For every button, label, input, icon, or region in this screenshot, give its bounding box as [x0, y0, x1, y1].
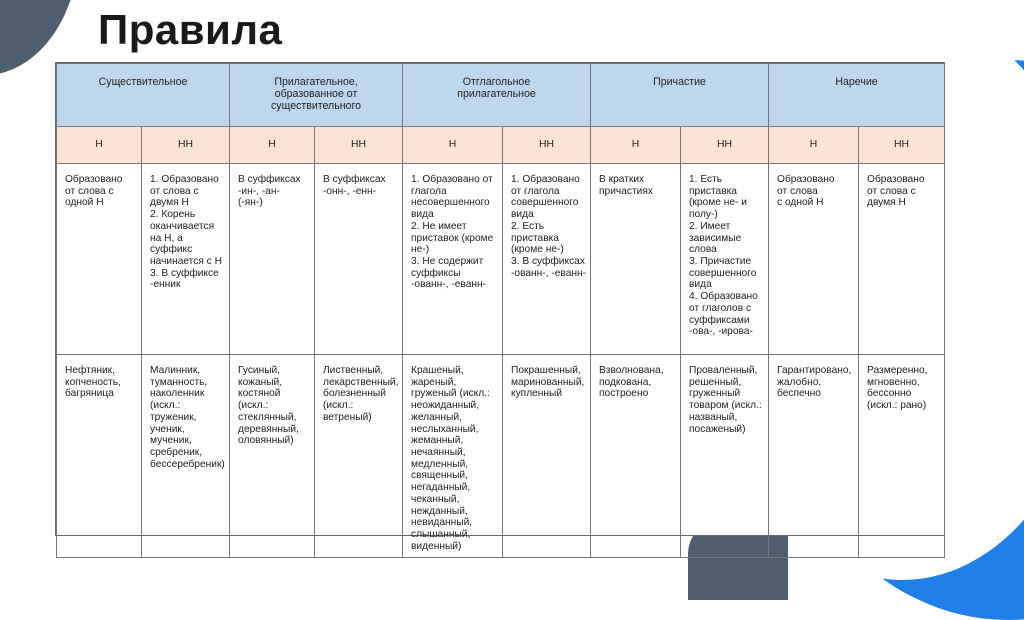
rule-cell: Образовано от слова с одной Н — [769, 164, 859, 355]
column-header-participle: Причастие — [591, 64, 769, 127]
example-cell: Гарантировано, жалобно, беспечно — [769, 355, 859, 558]
subheader-cell: НН — [681, 127, 769, 164]
subheader-cell: Н — [769, 127, 859, 164]
subheader-cell: Н — [591, 127, 681, 164]
rules-table-container — [55, 62, 945, 552]
subheader-cell: Н — [230, 127, 315, 164]
example-cell: Нефтяник, копченость, багряница — [57, 355, 142, 558]
example-cell: Взволнована, подкована, построено — [591, 355, 681, 558]
example-cell: Лиственный, лекарственный, болезненный (искл.: ветреный) — [315, 355, 403, 558]
rule-cell: Образовано от слова с двумя Н — [859, 164, 945, 355]
subheader-cell: НН — [859, 127, 945, 164]
example-cell: Проваленный, решенный, груженный товаром (искл.: названый, посаженый) — [681, 355, 769, 558]
subheader-cell: НН — [315, 127, 403, 164]
rule-cell: В суффиксах -онн-, -енн- — [315, 164, 403, 355]
subheader-cell: НН — [142, 127, 230, 164]
example-cell: Размеренно, мгновенно, бессонно (искл.: рано) — [859, 355, 945, 558]
column-header-denominal-adjective: Прилагательное, образованное от существительного — [230, 64, 403, 127]
subheader-cell: Н — [403, 127, 503, 164]
page-title: Правила — [98, 6, 283, 53]
table-header-row — [57, 64, 945, 127]
example-cell: Покрашенный, маринованный, купленный — [503, 355, 591, 558]
rule-cell: 1. Есть приставка (кроме не- и полу-) 2. Имеет зависимые слова 3. Причастие совершенного вида 4. Образовано от глаголов с суффиксами -ова-, -ирова- — [681, 164, 769, 355]
rule-cell: В кратких причастиях — [591, 164, 681, 355]
rule-cell: Образовано от слова с одной Н — [57, 164, 142, 355]
rule-cell: В суффиксах -ин-, -ан- (-ян-) — [230, 164, 315, 355]
rule-cell: 1. Образовано от глагола несовершенного вида 2. Не имеет приставок (кроме не-) 3. Не содержит суффиксы -ованн-, -еванн- — [403, 164, 503, 355]
rules-table — [56, 63, 945, 558]
table-subheader-row — [57, 127, 945, 164]
subheader-cell: НН — [503, 127, 591, 164]
column-header-noun: Существительное — [57, 64, 230, 127]
table-row-rules — [57, 164, 945, 355]
column-header-adverb: Наречие — [769, 64, 945, 127]
column-header-verbal-adjective: Отглагольное прилагательное — [403, 64, 591, 127]
subheader-cell: Н — [57, 127, 142, 164]
example-cell: Крашеный, жареный, груженый (искл.: неожиданный, желанный, неслыханный, жеманный, нечаянный, медленный, священный, негаданный, чеканный, нежданный, невиданный, слышанный, виденный) — [403, 355, 503, 558]
example-cell: Малинник, туманность, наколенник (искл.: труженик, ученик, мученик, сребреник, бессеребреник) — [142, 355, 230, 558]
rule-cell: 1. Образовано от глагола совершенного вида 2. Есть приставка (кроме не-) 3. В суффиксах -ованн-, -еванн- — [503, 164, 591, 355]
table-row-examples — [57, 355, 945, 558]
rule-cell: 1. Образовано от слова с двумя Н 2. Корень оканчивается на Н, а суффикс начинается с Н 3. В суффиксе -енник — [142, 164, 230, 355]
example-cell: Гусиный, кожаный, костяной (искл.: стеклянный, деревянный, оловянный) — [230, 355, 315, 558]
